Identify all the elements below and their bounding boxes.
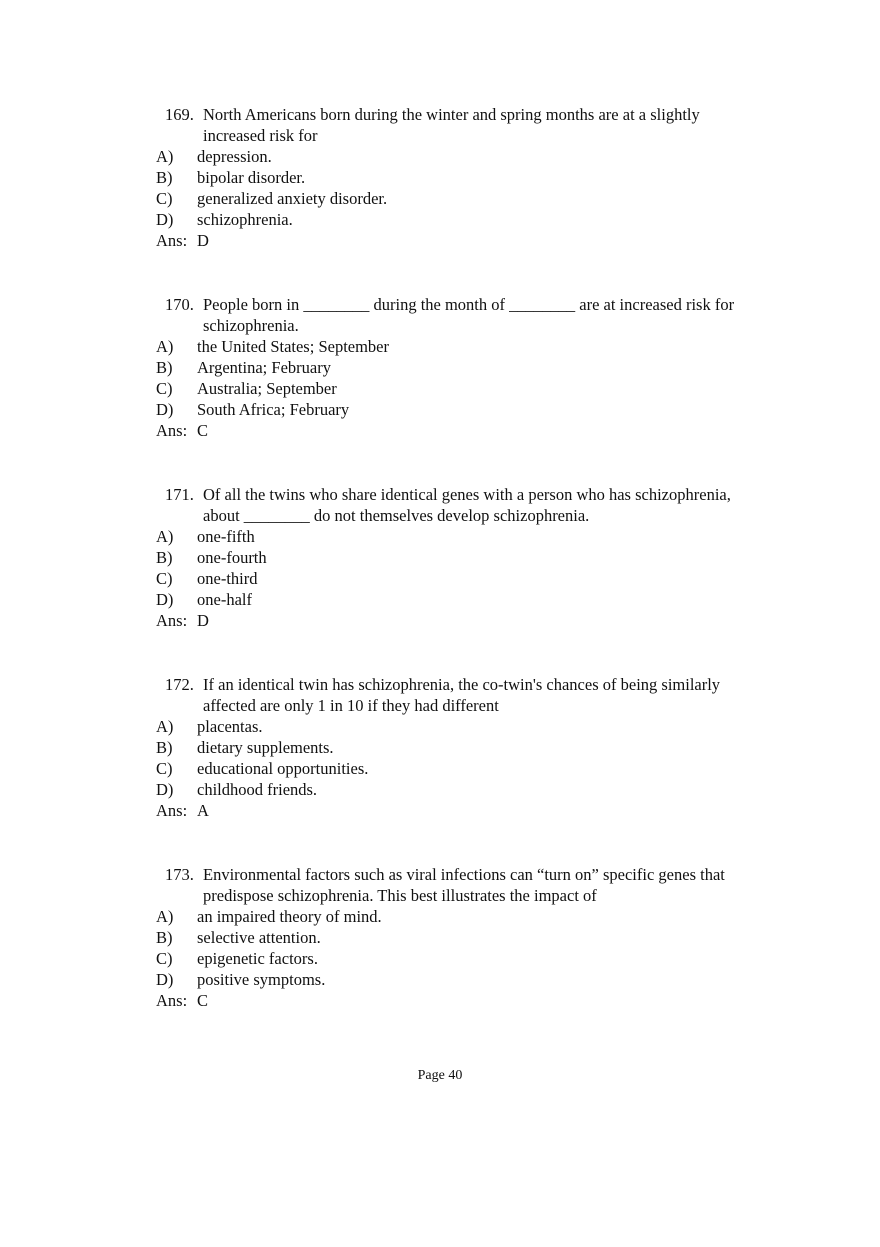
choice-letter: B): [156, 358, 173, 377]
question-number: 169.: [165, 105, 194, 124]
choice-list: [0, 336, 880, 420]
choice-list: [0, 906, 880, 990]
choice-d: [0, 399, 880, 420]
choice-text: depression.: [197, 147, 272, 166]
choice-d: [0, 779, 880, 800]
choice-text: one-fifth: [197, 527, 255, 546]
choice-text: the United States; September: [197, 337, 389, 356]
answer-label: Ans:: [156, 231, 188, 250]
choice-letter: D): [156, 780, 174, 799]
page-number: Page 40: [417, 1068, 463, 1083]
answer-line: [0, 990, 880, 1011]
question-text: Of all the twins who share identical genes with a person who has schizophrenia, about ________ do not themselves develop schizophrenia.: [203, 485, 731, 525]
question-171: [0, 484, 880, 631]
choice-b: [0, 737, 880, 758]
choice-c: [0, 568, 880, 589]
answer-value: A: [197, 801, 209, 820]
choice-text: one-half: [197, 590, 252, 609]
choice-letter: B): [156, 548, 173, 567]
choice-text: Argentina; February: [197, 358, 331, 377]
answer-line: [0, 420, 880, 441]
choice-text: placentas.: [197, 717, 263, 736]
choice-letter: D): [156, 400, 174, 419]
answer-line: [0, 800, 880, 821]
answer-label: Ans:: [156, 611, 188, 630]
choice-letter: A): [156, 527, 174, 546]
choice-list: [0, 146, 880, 230]
choice-list: [0, 526, 880, 610]
answer-label: Ans:: [156, 991, 188, 1010]
answer-value: D: [197, 231, 209, 250]
question-text: People born in ________ during the month of ________ are at increased risk for schizophrenia.: [203, 295, 735, 335]
choice-d: [0, 209, 880, 230]
choice-b: [0, 357, 880, 378]
choice-text: educational opportunities.: [197, 759, 369, 778]
question-text: If an identical twin has schizophrenia, the co-twin's chances of being similarly affected are only 1 in 10 if they had different: [203, 675, 721, 715]
answer-line: [0, 230, 880, 251]
choice-letter: B): [156, 738, 173, 757]
choice-text: epigenetic factors.: [197, 949, 318, 968]
answer-label: Ans:: [156, 801, 188, 820]
choice-text: generalized anxiety disorder.: [197, 189, 388, 208]
question-170: [0, 294, 880, 441]
choice-letter: A): [156, 717, 174, 736]
question-169: [0, 104, 880, 251]
question-stem: [0, 484, 880, 526]
choice-c: [0, 378, 880, 399]
choice-text: positive symptoms.: [197, 970, 326, 989]
choice-c: [0, 948, 880, 969]
answer-value: C: [197, 991, 209, 1010]
choice-b: [0, 547, 880, 568]
choice-letter: C): [156, 949, 173, 968]
answer-value: D: [197, 611, 209, 630]
choice-a: [0, 146, 880, 167]
choice-letter: B): [156, 928, 173, 947]
question-text: Environmental factors such as viral infections can “turn on” specific genes that predispose schizophrenia. This best illustrates the impact of: [203, 865, 725, 905]
question-number: 172.: [165, 675, 194, 694]
choice-c: [0, 188, 880, 209]
question-stem: [0, 864, 880, 906]
choice-text: schizophrenia.: [197, 210, 293, 229]
choice-letter: C): [156, 569, 173, 588]
choice-b: [0, 927, 880, 948]
question-number: 173.: [165, 865, 194, 884]
choice-text: dietary supplements.: [197, 738, 334, 757]
question-number: 171.: [165, 485, 194, 504]
choice-letter: D): [156, 970, 174, 989]
choice-text: bipolar disorder.: [197, 168, 306, 187]
question-stem: [0, 674, 880, 716]
choice-letter: C): [156, 379, 173, 398]
choice-text: one-third: [197, 569, 258, 588]
choice-a: [0, 526, 880, 547]
choice-letter: A): [156, 147, 174, 166]
choice-text: one-fourth: [197, 548, 267, 567]
question-stem: [0, 104, 880, 146]
choice-letter: D): [156, 590, 174, 609]
question-text: North Americans born during the winter and spring months are at a slightly increased risk for: [203, 105, 700, 145]
choice-c: [0, 758, 880, 779]
question-173: [0, 864, 880, 1011]
choice-text: childhood friends.: [197, 780, 318, 799]
choice-a: [0, 716, 880, 737]
choice-text: South Africa; February: [197, 400, 350, 419]
choice-letter: A): [156, 337, 174, 356]
choice-letter: C): [156, 759, 173, 778]
answer-value: C: [197, 421, 209, 440]
choice-letter: A): [156, 907, 174, 926]
choice-b: [0, 167, 880, 188]
choice-letter: D): [156, 210, 174, 229]
choice-d: [0, 969, 880, 990]
answer-label: Ans:: [156, 421, 188, 440]
choice-text: Australia; September: [197, 379, 337, 398]
choice-text: selective attention.: [197, 928, 321, 947]
choice-letter: B): [156, 168, 173, 187]
question-number: 170.: [165, 295, 194, 314]
choice-d: [0, 589, 880, 610]
choice-a: [0, 336, 880, 357]
question-172: [0, 674, 880, 821]
choice-letter: C): [156, 189, 173, 208]
answer-line: [0, 610, 880, 631]
choice-list: [0, 716, 880, 800]
choice-text: an impaired theory of mind.: [197, 907, 382, 926]
choice-a: [0, 906, 880, 927]
question-stem: [0, 294, 880, 336]
